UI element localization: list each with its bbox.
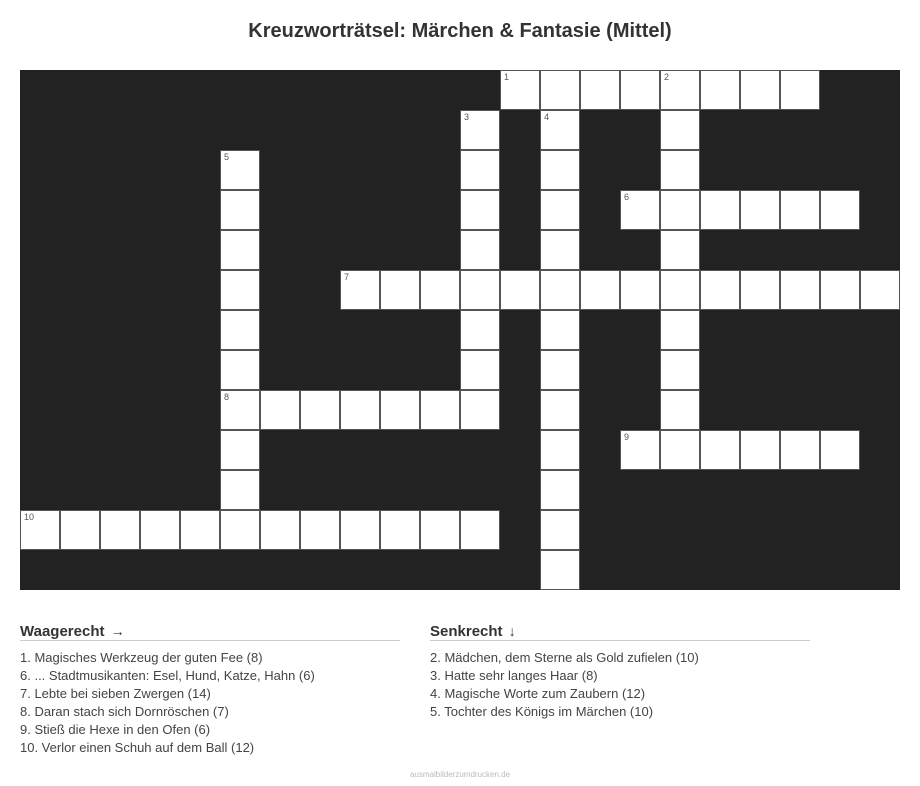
down-heading bbox=[430, 622, 810, 641]
grid-cell[interactable] bbox=[180, 510, 220, 550]
grid-cell[interactable] bbox=[540, 110, 580, 150]
clue-number: 1 bbox=[504, 72, 510, 82]
grid-cell[interactable] bbox=[380, 390, 420, 430]
grid-cell[interactable] bbox=[540, 230, 580, 270]
across-heading bbox=[20, 622, 400, 641]
grid-cell[interactable] bbox=[460, 390, 500, 430]
page-title: Kreuzworträtsel: Märchen & Fantasie (Mittel) bbox=[248, 20, 672, 42]
grid-cell[interactable] bbox=[860, 270, 900, 310]
grid-cell[interactable] bbox=[700, 70, 740, 110]
clue-number: 7 bbox=[344, 272, 350, 282]
grid-cell[interactable] bbox=[340, 270, 380, 310]
grid-cell[interactable] bbox=[140, 510, 180, 550]
clue-number: 3 bbox=[464, 112, 470, 122]
grid-cell[interactable] bbox=[540, 270, 580, 310]
grid-cell[interactable] bbox=[540, 470, 580, 510]
grid-cell[interactable] bbox=[660, 230, 700, 270]
grid-cell[interactable] bbox=[700, 270, 740, 310]
grid-cell[interactable] bbox=[500, 70, 540, 110]
grid-cell[interactable] bbox=[220, 230, 260, 270]
clue-number: 2 bbox=[664, 72, 670, 82]
grid-cell[interactable] bbox=[660, 70, 700, 110]
grid-cell[interactable] bbox=[260, 510, 300, 550]
grid-cell[interactable] bbox=[220, 430, 260, 470]
footer-credit: ausmalbilderzumdrucken.de bbox=[409, 770, 511, 779]
grid-cell[interactable] bbox=[460, 230, 500, 270]
grid-cell[interactable] bbox=[540, 310, 580, 350]
grid-cell[interactable] bbox=[660, 190, 700, 230]
grid-cell[interactable] bbox=[220, 390, 260, 430]
clue-down-3: 3. Hatte sehr langes Haar (8) bbox=[430, 668, 598, 683]
grid-cell[interactable] bbox=[20, 510, 60, 550]
grid-cell[interactable] bbox=[300, 510, 340, 550]
clue-across-6: 6. ... Stadtmusikanten: Esel, Hund, Katze, Hahn (6) bbox=[20, 668, 315, 683]
grid-cell[interactable] bbox=[540, 430, 580, 470]
grid-cell[interactable] bbox=[460, 510, 500, 550]
clue-number: 4 bbox=[544, 112, 550, 122]
clue-number: 6 bbox=[624, 192, 630, 202]
grid-cell[interactable] bbox=[540, 150, 580, 190]
grid-cell[interactable] bbox=[380, 510, 420, 550]
arrow-right-icon: → bbox=[110, 623, 125, 639]
grid-cell[interactable] bbox=[580, 270, 620, 310]
grid-cell[interactable] bbox=[60, 510, 100, 550]
grid-cell[interactable] bbox=[460, 150, 500, 190]
arrow-down-icon: ↓ bbox=[508, 623, 516, 639]
grid-cell[interactable] bbox=[820, 270, 860, 310]
clue-down-4: 4. Magische Worte zum Zaubern (12) bbox=[430, 686, 646, 701]
grid-cell[interactable] bbox=[460, 270, 500, 310]
grid-cell[interactable] bbox=[820, 430, 860, 470]
grid-cell[interactable] bbox=[700, 430, 740, 470]
clue-number: 8 bbox=[224, 392, 230, 402]
clue-down-5: 5. Tochter des Königs im Märchen (10) bbox=[430, 704, 654, 719]
grid-cell[interactable] bbox=[740, 270, 780, 310]
clue-number: 9 bbox=[624, 432, 630, 442]
grid-cell[interactable] bbox=[780, 190, 820, 230]
grid-cell[interactable] bbox=[220, 310, 260, 350]
grid-cell[interactable] bbox=[220, 190, 260, 230]
clue-across-1: 1. Magisches Werkzeug der guten Fee (8) bbox=[20, 650, 263, 665]
grid-cell[interactable] bbox=[540, 550, 580, 590]
grid-cell[interactable] bbox=[460, 310, 500, 350]
grid-cell[interactable] bbox=[660, 150, 700, 190]
grid-cell[interactable] bbox=[580, 70, 620, 110]
grid-cell[interactable] bbox=[740, 430, 780, 470]
clue-number: 10 bbox=[24, 512, 35, 522]
grid-cell[interactable] bbox=[540, 350, 580, 390]
grid-cell[interactable] bbox=[740, 70, 780, 110]
grid-cell[interactable] bbox=[820, 190, 860, 230]
clue-across-7: 7. Lebte bei sieben Zwergen (14) bbox=[20, 686, 211, 701]
crossword-grid bbox=[20, 70, 900, 590]
grid-cell[interactable] bbox=[620, 70, 660, 110]
across-clues bbox=[20, 622, 400, 757]
clue-across-8: 8. Daran stach sich Dornröschen (7) bbox=[20, 704, 229, 719]
grid-cell[interactable] bbox=[460, 190, 500, 230]
grid-cell[interactable] bbox=[220, 150, 260, 190]
grid-cell[interactable] bbox=[540, 190, 580, 230]
grid-cell[interactable] bbox=[340, 510, 380, 550]
grid-cell[interactable] bbox=[220, 350, 260, 390]
grid-cell[interactable] bbox=[660, 350, 700, 390]
clue-across-10: 10. Verlor einen Schuh auf dem Ball (12) bbox=[20, 740, 255, 755]
grid-cell[interactable] bbox=[780, 430, 820, 470]
grid-cell[interactable] bbox=[460, 350, 500, 390]
grid-cell[interactable] bbox=[780, 70, 820, 110]
grid-cell[interactable] bbox=[780, 270, 820, 310]
grid-cell[interactable] bbox=[220, 270, 260, 310]
grid-cell[interactable] bbox=[460, 110, 500, 150]
grid-cell[interactable] bbox=[660, 430, 700, 470]
grid-cell[interactable] bbox=[540, 70, 580, 110]
clue-down-2: 2. Mädchen, dem Sterne als Gold zufielen (10) bbox=[430, 650, 699, 665]
grid-cell[interactable] bbox=[420, 390, 460, 430]
grid-cell[interactable] bbox=[340, 390, 380, 430]
grid-cell[interactable] bbox=[620, 270, 660, 310]
grid-cell[interactable] bbox=[660, 110, 700, 150]
grid-cell[interactable] bbox=[660, 310, 700, 350]
grid-cell[interactable] bbox=[300, 390, 340, 430]
down-clue-list bbox=[430, 649, 810, 721]
grid-cell[interactable] bbox=[700, 190, 740, 230]
grid-cell[interactable] bbox=[220, 470, 260, 510]
grid-cell[interactable] bbox=[660, 270, 700, 310]
down-heading-label: Senkrecht bbox=[430, 623, 503, 640]
grid-cell[interactable] bbox=[660, 390, 700, 430]
grid-cell[interactable] bbox=[620, 190, 660, 230]
grid-cell[interactable] bbox=[420, 270, 460, 310]
grid-cell[interactable] bbox=[540, 510, 580, 550]
grid-cell[interactable] bbox=[220, 510, 260, 550]
grid-cell[interactable] bbox=[540, 390, 580, 430]
across-heading-label: Waagerecht bbox=[20, 623, 105, 640]
grid-cell[interactable] bbox=[620, 430, 660, 470]
grid-cell[interactable] bbox=[100, 510, 140, 550]
grid-cell[interactable] bbox=[420, 510, 460, 550]
grid-cell[interactable] bbox=[500, 270, 540, 310]
grid-cell[interactable] bbox=[380, 270, 420, 310]
across-clue-list bbox=[20, 649, 400, 757]
grid-cell[interactable] bbox=[260, 390, 300, 430]
grid-cell[interactable] bbox=[740, 190, 780, 230]
clue-number: 5 bbox=[224, 152, 230, 162]
clue-across-9: 9. Stieß die Hexe in den Ofen (6) bbox=[20, 722, 211, 737]
down-clues bbox=[430, 622, 810, 721]
